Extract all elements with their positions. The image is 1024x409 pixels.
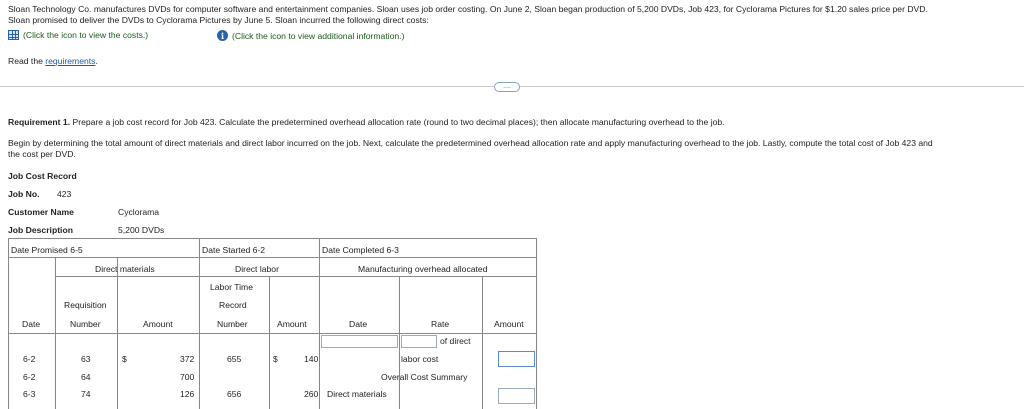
job-no-value: 423 xyxy=(57,189,72,199)
date-promised: Date Promised 6-5 xyxy=(11,245,83,255)
row-1-req: 63 xyxy=(81,354,91,364)
job-cost-record-title: Job Cost Record xyxy=(8,171,77,181)
info-icon[interactable]: i xyxy=(217,30,228,41)
oh-date-input[interactable] xyxy=(321,335,398,348)
oh-amount-input[interactable] xyxy=(498,351,535,367)
customer-name-value: Cyclorama xyxy=(118,207,160,217)
dm-amount-header: Amount xyxy=(143,319,173,329)
oh-date-header: Date xyxy=(349,319,368,329)
row-3-date: 6-3 xyxy=(23,389,36,399)
intro-line-2: Sloan promised to deliver the DVDs to Cyclorama Pictures by June 5. Sloan incurred the following direct costs: xyxy=(8,15,429,25)
date-header: Date xyxy=(22,319,41,329)
oh-rate-header: Rate xyxy=(431,319,450,329)
labor-time-header-1: Labor Time xyxy=(210,282,253,292)
row-3-labor: 656 xyxy=(227,389,242,399)
labor-time-header-2: Record xyxy=(219,300,247,310)
summary-direct-materials: Direct materials xyxy=(327,389,387,399)
row-2-dm-amount: 700 xyxy=(180,372,195,382)
customer-name-label: Customer Name xyxy=(8,207,74,217)
job-description-label: Job Description xyxy=(8,225,73,235)
read-requirements: Read the requirements. xyxy=(8,56,98,66)
view-info-label[interactable]: (Click the icon to view additional information.) xyxy=(232,30,405,41)
row-3-dm-amount: 126 xyxy=(180,389,195,399)
summary-dm-input[interactable] xyxy=(498,388,535,404)
date-started: Date Started 6-2 xyxy=(202,245,266,255)
job-description-value: 5,200 DVDs xyxy=(118,225,165,235)
of-direct-text: of direct xyxy=(440,336,471,346)
row-1-dm-amount: 372 xyxy=(180,354,195,364)
row-1-labor: 655 xyxy=(227,354,242,364)
row-3-req: 74 xyxy=(81,389,91,399)
oh-amount-header: Amount xyxy=(494,319,524,329)
job-cost-record-table xyxy=(8,238,537,409)
job-no-label: Job No. xyxy=(8,189,40,199)
expand-more-button[interactable]: .... xyxy=(494,82,520,92)
row-1-dm-dollar: $ xyxy=(122,354,127,364)
overhead-header: Manufacturing overhead allocated xyxy=(358,264,488,274)
requirement-1-text: Prepare a job cost record for Job 423. Calculate the predetermined overhead allocation rate (round to two decimal places); then allocate manufacturing overhead to the job. xyxy=(70,117,725,127)
date-completed: Date Completed 6-3 xyxy=(322,245,399,255)
row-1-dl-dollar: $ xyxy=(273,354,278,364)
row-2-req: 64 xyxy=(81,372,91,382)
requirements-link[interactable]: requirements xyxy=(45,56,96,66)
direct-labor-header: Direct labor xyxy=(235,264,279,274)
overall-cost-summary: Overall Cost Summary xyxy=(381,372,468,382)
requisition-header-2: Number xyxy=(70,319,101,329)
row-3-dl-amount: 260 xyxy=(304,389,319,399)
requisition-header-1: Requisition xyxy=(64,300,107,310)
row-2-date: 6-2 xyxy=(23,372,36,382)
table-icon[interactable] xyxy=(8,30,19,40)
labor-time-header-3: Number xyxy=(217,319,248,329)
labor-cost-text: labor cost xyxy=(401,354,439,364)
problem-intro xyxy=(8,4,928,26)
requirement-1 xyxy=(8,117,725,127)
instructions: Begin by determining the total amount of direct materials and direct labor incurred on the job. Next, calculate the predetermined overhead allocation rate and apply manufacturing overhead to the job. Lastly, compute the total cost of Job 423 and the cost per DVD. xyxy=(8,138,933,159)
row-1-dl-amount: 140 xyxy=(304,354,319,364)
view-costs-label[interactable]: (Click the icon to view the costs.) xyxy=(23,30,149,40)
oh-rate-input[interactable] xyxy=(401,335,437,348)
intro-line-1: Sloan Technology Co. manufactures DVDs for computer software and entertainment companies. Sloan uses job order costing. On June 2, Sloan began production of 5,200 DVDs, Job 423, for Cyclorama Pictures for $1.20 sales price per DVD. xyxy=(8,4,928,14)
row-1-date: 6-2 xyxy=(23,354,36,364)
requirement-1-label: Requirement 1. xyxy=(8,117,71,127)
view-info-link[interactable] xyxy=(217,30,404,41)
direct-materials-header: Direct materials xyxy=(95,264,155,274)
view-costs-link[interactable] xyxy=(8,30,148,40)
dl-amount-header: Amount xyxy=(277,319,307,329)
